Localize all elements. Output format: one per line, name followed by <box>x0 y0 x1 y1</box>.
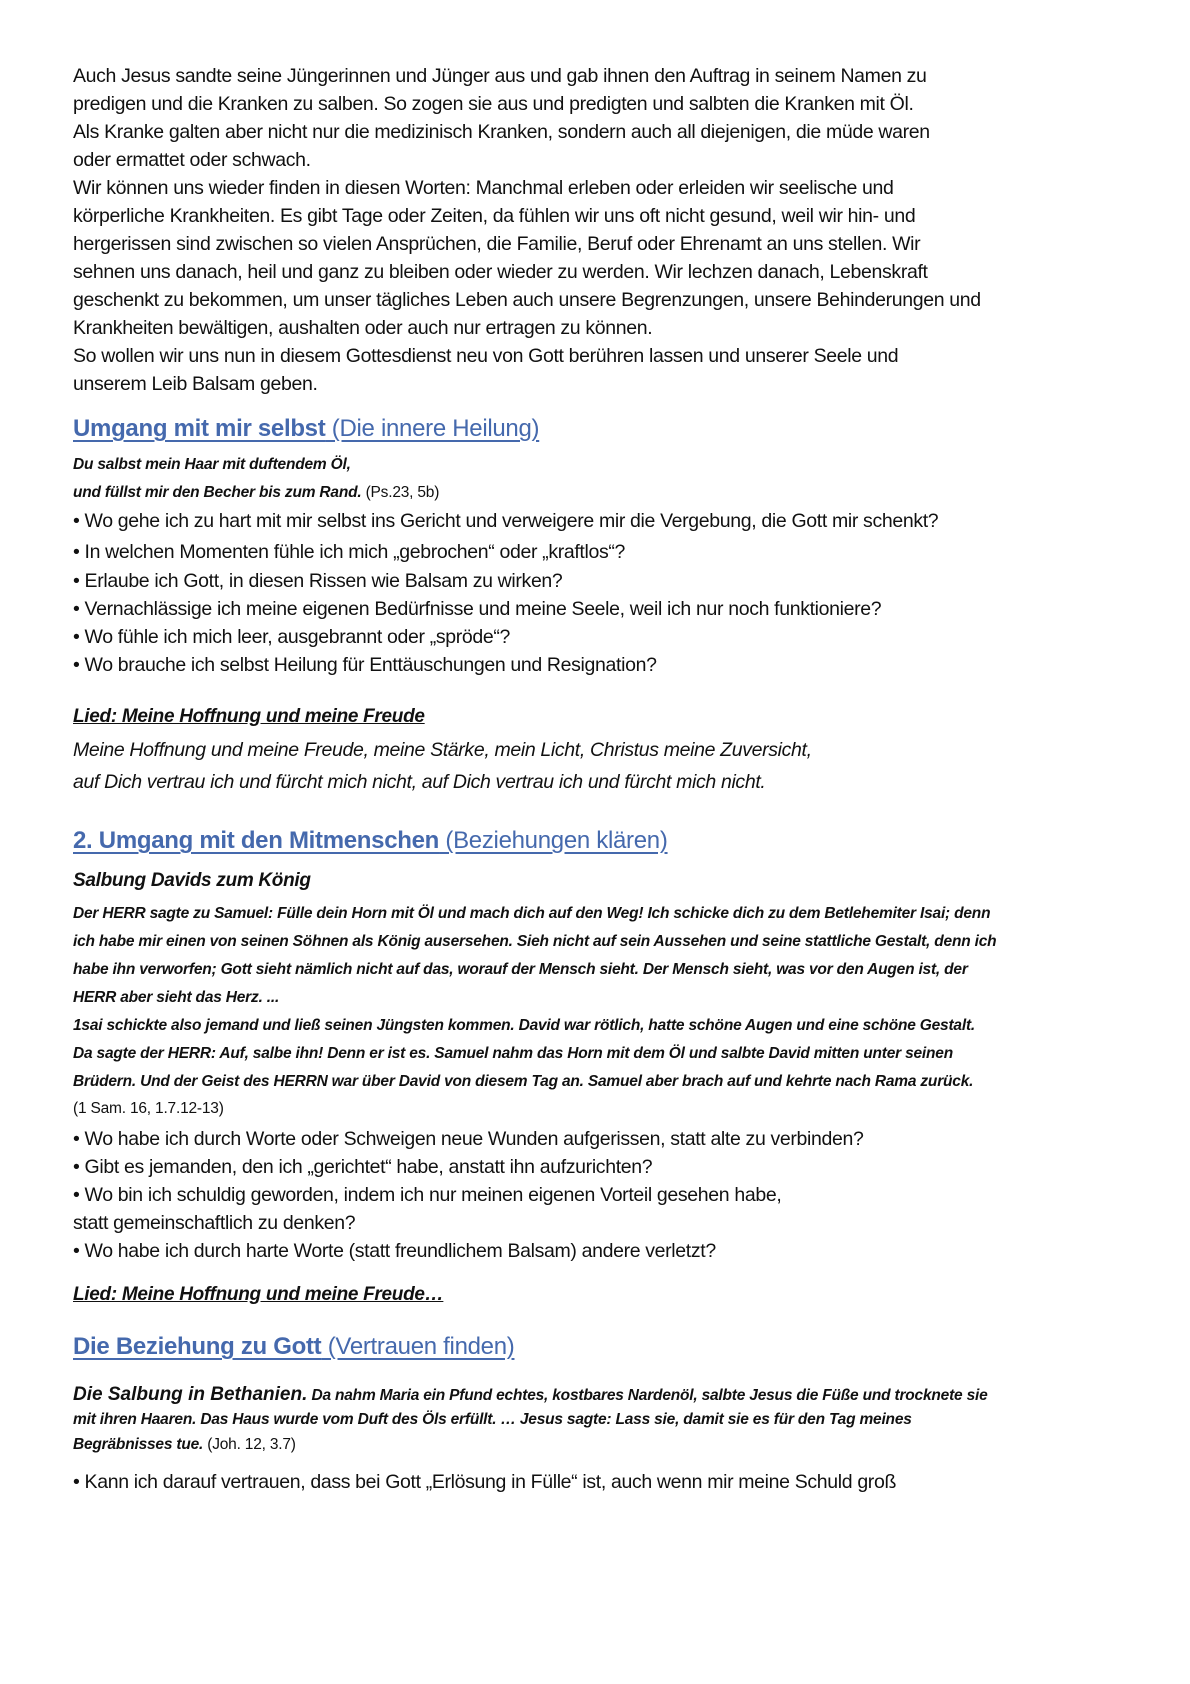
bible-reference: (Joh. 12, 3.7) <box>203 1436 296 1453</box>
bethany-line <box>73 1384 988 1406</box>
psalm-quote-line <box>73 484 439 502</box>
scripture-line: habe ihn verworfen; Gott sieht nämlich nicht auf das, worauf der Mensch sieht. Der Mensch sieht, was vor den Augen ist, der <box>73 961 968 978</box>
reflection-question: • Wo habe ich durch Worte oder Schweigen neue Wunden aufgerissen, statt alte zu verbinden? <box>73 1128 864 1150</box>
bethany-line: mit ihren Haaren. Das Haus wurde vom Duft des Öls erfüllt. … Jesus sagte: Lass sie, damit sie es für den Tag meines <box>73 1411 912 1428</box>
reflection-question: • Vernachlässige ich meine eigenen Bedürfnisse und meine Seele, weil ich nur noch funktioniere? <box>73 598 882 620</box>
section-heading-god <box>73 1333 514 1361</box>
intro-line: Auch Jesus sandte seine Jüngerinnen und Jünger aus und gab ihnen den Auftrag in seinem Namen zu <box>73 65 927 87</box>
reflection-question: • In welchen Momenten fühle ich mich „gebrochen“ oder „kraftlos“? <box>73 541 626 563</box>
reflection-question: • Kann ich darauf vertrauen, dass bei Gott „Erlösung in Fülle“ ist, auch wenn mir meine Schuld groß <box>73 1471 897 1493</box>
song-title: Lied: Meine Hoffnung und meine Freude <box>73 706 425 727</box>
intro-line: So wollen wir uns nun in diesem Gottesdienst neu von Gott berühren lassen und unserer Seele und <box>73 345 899 367</box>
psalm-quote-text: und füllst mir den Becher bis zum Rand. <box>73 484 362 501</box>
section-heading-others <box>73 827 668 855</box>
story-title: Die Salbung in Bethanien. <box>73 1384 308 1405</box>
intro-line: Als Kranke galten aber nicht nur die medizinisch Kranken, sondern auch all diejenigen, die müde waren <box>73 121 930 143</box>
reflection-question: • Wo gehe ich zu hart mit mir selbst ins Gericht und verweigere mir die Vergebung, die Gott mir schenkt? <box>73 510 939 532</box>
intro-line: unserem Leib Balsam geben. <box>73 373 318 395</box>
scripture-line: HERR aber sieht das Herz. ... <box>73 989 280 1006</box>
heading-subtitle-part: (Die innere Heilung) <box>325 415 540 442</box>
song-lyrics-line: auf Dich vertrau ich und fürcht mich nicht, auf Dich vertrau ich und fürcht mich nicht. <box>73 771 766 793</box>
scripture-line: 1sai schickte also jemand und ließ seinen Jüngsten kommen. David war rötlich, hatte schöne Augen und eine schöne Gestalt. <box>73 1017 976 1034</box>
story-text: Begräbnisses tue. <box>73 1436 204 1453</box>
section-heading-self <box>73 415 539 443</box>
intro-line: körperliche Krankheiten. Es gibt Tage oder Zeiten, da fühlen wir uns oft nicht gesund, weil wir hin- und <box>73 205 916 227</box>
reflection-question: • Wo habe ich durch harte Worte (statt freundlichem Balsam) andere verletzt? <box>73 1240 716 1262</box>
reflection-question: • Wo bin ich schuldig geworden, indem ich nur meinen eigenen Vorteil gesehen habe, <box>73 1184 782 1206</box>
bible-reference: (1 Sam. 16, 1.7.12-13) <box>73 1100 224 1117</box>
bethany-line <box>73 1436 296 1454</box>
reflection-question: • Erlaube ich Gott, in diesen Rissen wie Balsam zu wirken? <box>73 570 563 592</box>
scripture-line: Der HERR sagte zu Samuel: Fülle dein Horn mit Öl und mach dich auf den Weg! Ich schicke dich zu dem Betlehemiter Isai; denn <box>73 905 991 922</box>
intro-line: oder ermattet oder schwach. <box>73 149 311 171</box>
bible-reference: (Ps.23, 5b) <box>361 484 440 501</box>
heading-subtitle-part: (Beziehungen klären) <box>439 827 668 854</box>
scripture-subtitle: Salbung Davids zum König <box>73 870 311 891</box>
intro-line: sehnen uns danach, heil und ganz zu bleiben oder wieder zu werden. Wir lechzen danach, Lebenskraft <box>73 261 928 283</box>
heading-bold-part: Umgang mit mir selbst <box>73 415 326 442</box>
intro-line: Wir können uns wieder finden in diesen Worten: Manchmal erleben oder erleiden wir seelische und <box>73 177 894 199</box>
reflection-question: • Gibt es jemanden, den ich „gerichtet“ habe, anstatt ihn aufzurichten? <box>73 1156 653 1178</box>
intro-line: Krankheiten bewältigen, aushalten oder auch nur ertragen zu können. <box>73 317 653 339</box>
heading-bold-part: 2. Umgang mit den Mitmenschen <box>73 827 440 854</box>
reflection-question: • Wo fühle ich mich leer, ausgebrannt oder „spröde“? <box>73 626 511 648</box>
reflection-question: • Wo brauche ich selbst Heilung für Enttäuschungen und Resignation? <box>73 654 657 676</box>
story-text: Da nahm Maria ein Pfund echtes, kostbares Nardenöl, salbte Jesus die Füße und trocknete sie <box>307 1387 988 1404</box>
song-title: Lied: Meine Hoffnung und meine Freude… <box>73 1284 444 1305</box>
scripture-line: ich habe mir einen von seinen Söhnen als König ausersehen. Sieh nicht auf sein Aussehen und seine stattliche Gestalt, denn ich <box>73 933 997 950</box>
scripture-line: Brüdern. Und der Geist des HERRN war über David von diesem Tag an. Samuel aber brach auf und kehrte nach Rama zurück. <box>73 1073 974 1090</box>
heading-subtitle-part: (Vertrauen finden) <box>321 1333 515 1360</box>
psalm-quote-line: Du salbst mein Haar mit duftendem Öl, <box>73 456 351 473</box>
song-lyrics-line: Meine Hoffnung und meine Freude, meine Stärke, mein Licht, Christus meine Zuversicht, <box>73 739 812 761</box>
intro-line: hergerissen sind zwischen so vielen Ansprüchen, die Familie, Beruf oder Ehrenamt an uns stellen. Wir <box>73 233 921 255</box>
reflection-question: statt gemeinschaftlich zu denken? <box>73 1212 356 1234</box>
intro-line: predigen und die Kranken zu salben. So zogen sie aus und predigten und salbten die Kranken mit Öl. <box>73 93 914 115</box>
heading-bold-part: Die Beziehung zu Gott <box>73 1333 322 1360</box>
intro-line: geschenkt zu bekommen, um unser tägliches Leben auch unsere Begrenzungen, unsere Behinderungen und <box>73 289 981 311</box>
scripture-line: Da sagte der HERR: Auf, salbe ihn! Denn er ist es. Samuel nahm das Horn mit dem Öl und salbte David mitten unter seinen <box>73 1045 953 1062</box>
